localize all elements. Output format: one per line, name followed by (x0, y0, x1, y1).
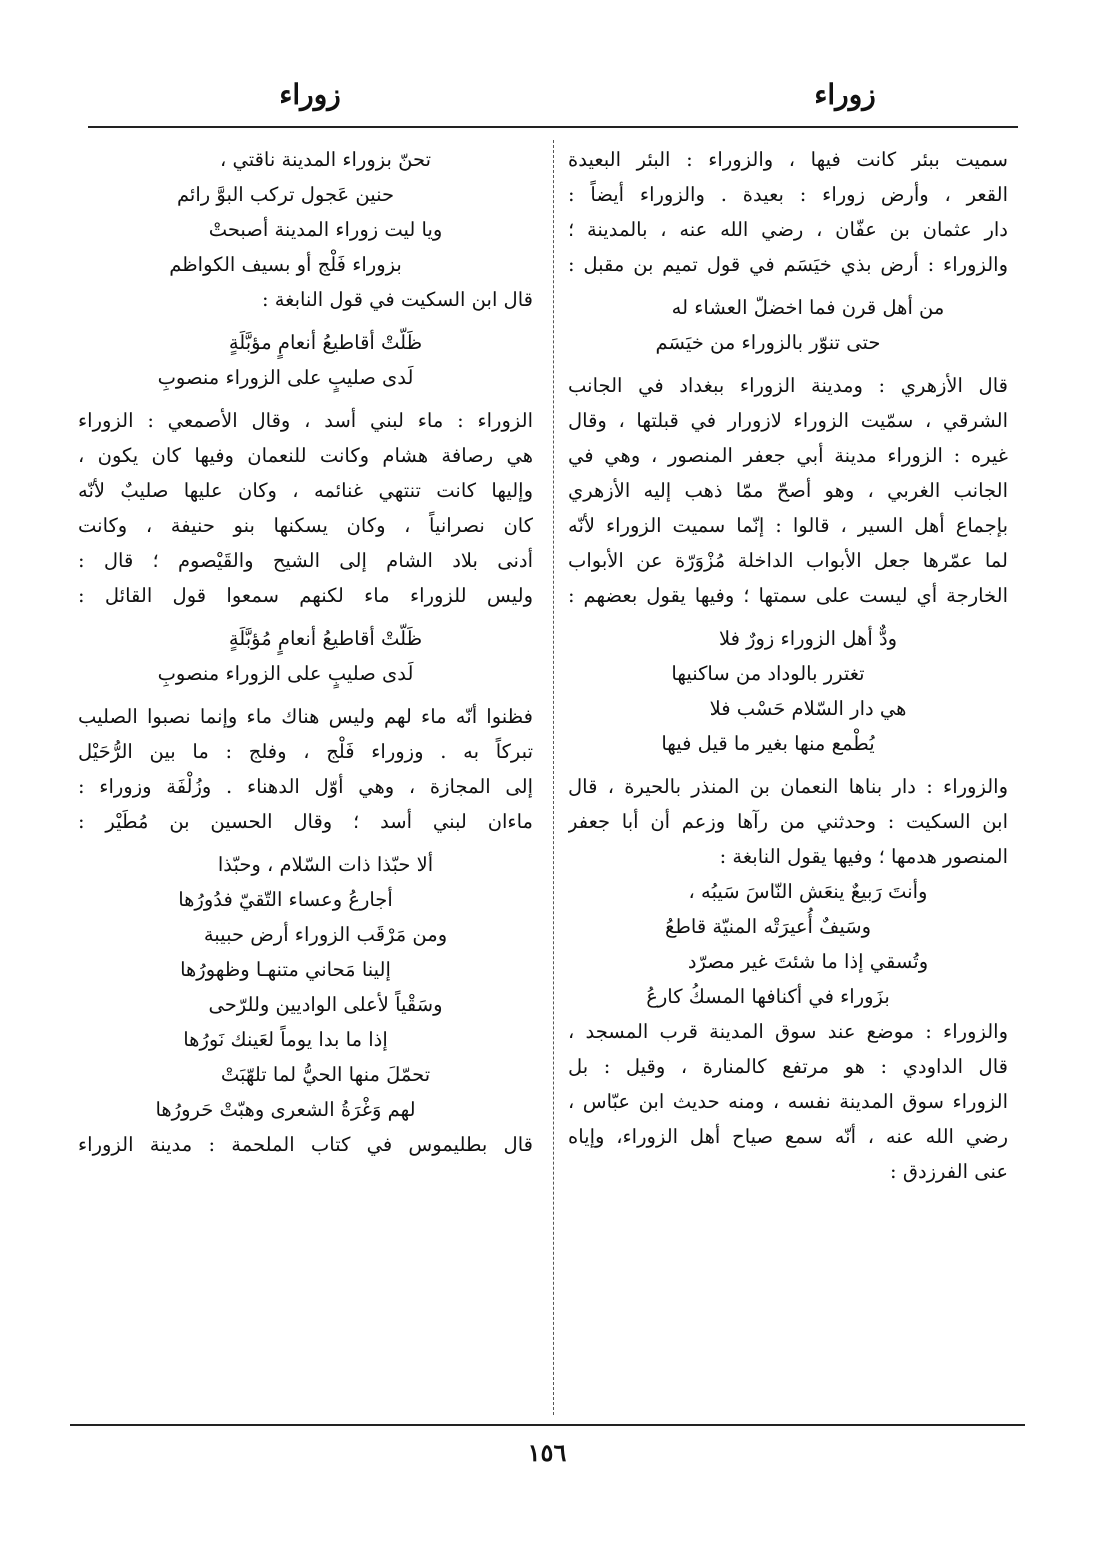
verse-line: ألا حبّذا ذات السّلام ، وحبّذا (217, 853, 434, 876)
footer-rule (70, 1424, 1025, 1426)
verse-line: بزوراء فَلْج أو بسيف الكواظم (169, 253, 402, 276)
verse-line: هي دار السّلام حَسْب فلا (709, 697, 907, 720)
text-line: الزوراء : ماء لبني أسد ، وقال الأصمعي : الزوراء (78, 409, 533, 432)
text-line: والزوراء : أرض بذي خيَسَم في قول تميم بن مقبل : (568, 253, 1008, 276)
verse-line: إلينا مَحاني متنهـا وظهورُها (180, 958, 391, 981)
verse-line: ومن مَرْقَب الزوراء أرض حبيبة (203, 923, 448, 946)
verse-line: حنين عَجول تركب البوَّ رائم (176, 183, 395, 206)
text-line: الخارجة أي ليست على سمتها ؛ وفيها يقول بعضهم : (568, 584, 1008, 607)
text-line: ابن السكيت : وحدثني من رآها وزعم أن أبا جعفر (568, 810, 1008, 833)
text-line: تبركاً به . وزوراء فَلْج ، وفلج : ما بين الرُّحَيْل (78, 740, 533, 763)
verse-line: إذا ما بدا يوماً لعَينك نَورُها (183, 1028, 388, 1051)
header-rule (88, 126, 1018, 128)
text-line: وليس للزوراء ماء لكنهم سمعوا قول القائل : (78, 584, 533, 607)
verse-line: تحمّلَ منها الحيُّ لما تلهّبَتْ (220, 1063, 431, 1086)
text-line: والزوراء : دار بناها النعمان بن المنذر بالحيرة ، قال (568, 775, 1008, 798)
text-line: وإليها كانت تنتهي غنائمه ، وكان عليها صليبٌ لأنّه (78, 479, 533, 502)
verse-line: أجارعُ وعساء التّقيّ فدُورُها (178, 888, 393, 911)
verse-line: يُطْمع منها بغير ما قيل فيها (661, 732, 875, 755)
text-line: غيره : الزوراء مدينة أبي جعفر المنصور ، وهي في (568, 444, 1008, 467)
verse-line: وأنتَ رَبيعٌ ينعَش النّاسَ سَيبُه ، (688, 880, 928, 903)
text-line: فظنوا أنّه ماء لهم وليس هناك ماء وإنما نصبوا الصليب (78, 705, 533, 728)
text-line: عنى الفرزدق : (890, 1160, 1008, 1183)
right-column (568, 142, 1008, 1189)
verse-line: ظَلّتْ أقاطيعُ أنعامٍ مؤبَّلَةٍ (228, 331, 423, 354)
text-line: رضي الله عنه ، أنّه سمع صياح أهل الزوراء، وإياه (568, 1125, 1008, 1148)
verse-line: تحنّ بزوراء المدينة ناقتي ، (219, 148, 431, 171)
verse-line: وسَيفٌ أُعيرَتْه المنيّة قاطعُ (664, 915, 872, 938)
verse-line: لهم وَغْرَةُ الشعرى وهبّتْ حَرورُها (155, 1098, 416, 1121)
verse-line: حتى تنوّر بالزوراء من خيَسَم (655, 331, 881, 354)
running-header-right: زوراء (814, 78, 876, 111)
text-line: والزوراء : موضع عند سوق المدينة قرب المسجد ، (568, 1020, 1008, 1043)
text-line: قال الأزهري : ومدينة الزوراء ببغداد في الجانب (568, 374, 1008, 397)
verse-line: ودٌّ أهل الزوراء زورٌ فلا (718, 627, 898, 650)
text-line: بإجماع أهل السير ، قالوا : إنّما سميت الزوراء لأنّه (568, 514, 1008, 537)
text-line: القعر ، وأرض زوراء : بعيدة . والزوراء أيضاً : (568, 183, 1008, 206)
text-line: الجانب الغربي ، وهو أصحّ ممّا ذهب إليه الأزهري (568, 479, 1008, 502)
text-line: هي رصافة هشام وكانت للنعمان وفيها كان يكون ، (78, 444, 533, 467)
text-line: قال الداودي : هو مرتفع كالمنارة ، وقيل : بل (568, 1055, 1008, 1078)
text-line: دار عثمان بن عفّان ، رضي الله عنه ، بالمدينة ؛ (568, 218, 1008, 241)
text-line: قال ابن السكيت في قول النابغة : (261, 288, 533, 311)
text-line: الزوراء سوق المدينة نفسه ، ومنه حديث ابن عبّاس ، (568, 1090, 1008, 1113)
text-line: المنصور هدمها ؛ وفيها يقول النابغة : (719, 845, 1008, 868)
text-line: قال بطليموس في كتاب الملحمة : مدينة الزوراء (78, 1133, 533, 1156)
verse-line: من أهل قرن فما اخضلّ العشاء له (671, 296, 945, 319)
running-header-left: زوراء (279, 78, 341, 111)
verse-line: وتُسقي إذا ما شئتَ غير مصرّد (687, 950, 929, 973)
verse-line: ظَلّتْ أقاطيعُ أنعامٍ مُؤبَّلَةٍ (228, 627, 423, 650)
column-divider (553, 140, 554, 1415)
text-line: لما عمّرها جعل الأبواب الداخلة مُزْوَرّة عن الأبواب (568, 549, 1008, 572)
left-column (78, 142, 533, 1162)
page-number: ١٥٦ (527, 1438, 567, 1467)
verse-line: ويا ليت زوراء المدينة أصبحتْ (208, 218, 443, 241)
verse-line: بزَوراء في أكنافها المسكُ كارعُ (646, 985, 890, 1008)
text-line: أدنى بلاد الشام إلى الشيح والقَيْصوم ؛ قال : (78, 549, 533, 572)
text-line: سميت ببئر كانت فيها ، والزوراء : البئر البعيدة (568, 148, 1008, 171)
text-line: إلى المجازة ، وهي أوّل الدهناء . وزُلْفَة وزوراء : (78, 775, 533, 798)
verse-line: لَدى صليبٍ على الزوراء منصوبِ (157, 366, 414, 389)
verse-line: تغترر بالوداد من ساكنيها (671, 662, 865, 685)
verse-line: لَدى صليبٍ على الزوراء منصوبِ (157, 662, 414, 685)
verse-line: وسَقْياً لأعلى الواديين وللرّحى (208, 993, 443, 1016)
text-line: ماءان لبني أسد ؛ وقال الحسين بن مُطَيْر : (78, 810, 533, 833)
text-line: الشرقي ، سمّيت الزوراء لازورار في قبلتها ، وقال (568, 409, 1008, 432)
text-line: كان نصرانياً ، وكان يسكنها بنو حنيفة ، وكانت (78, 514, 533, 537)
